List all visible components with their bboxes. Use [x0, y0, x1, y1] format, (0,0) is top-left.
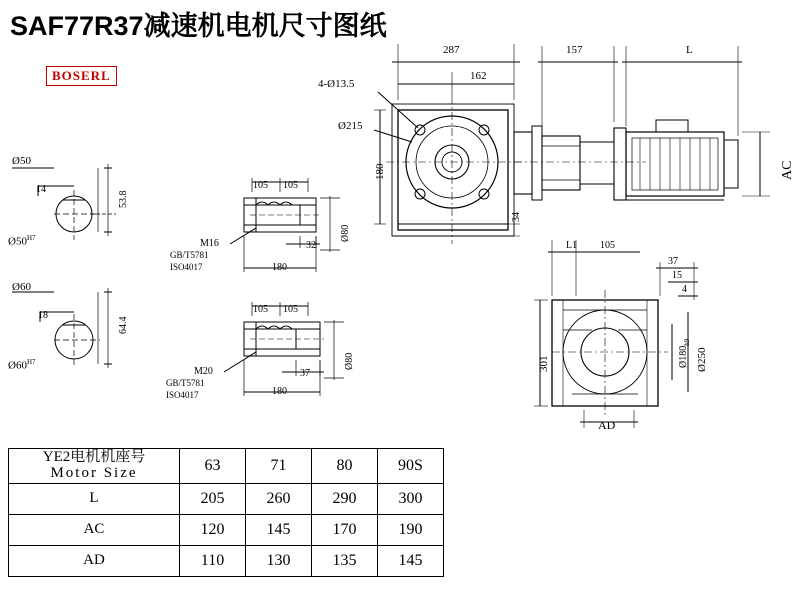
terminal-box	[656, 120, 688, 132]
dim-162: 162	[470, 70, 487, 82]
table-row	[9, 483, 444, 514]
dim-287: 287	[443, 44, 460, 56]
cell-AC-63: 120	[180, 514, 246, 545]
dim-d180: $Ø180_{h9}$	[678, 338, 691, 368]
dim-64-4: 64.4	[118, 316, 129, 334]
table-col-63: 63	[180, 449, 246, 484]
dim2-d80: Ø80	[344, 352, 355, 370]
cell-AC-80: 170	[312, 514, 378, 545]
cell-L-90s: 300	[378, 483, 444, 514]
dim2-37: 37	[300, 368, 310, 379]
std-iso-2: ISO4017	[166, 390, 199, 400]
cell-L-71: 260	[246, 483, 312, 514]
dim-AC: AC	[780, 160, 795, 180]
dim-301: 301	[538, 355, 550, 372]
cell-L-80: 290	[312, 483, 378, 514]
adaptor-housing	[542, 136, 580, 190]
dim-L: L	[686, 44, 693, 56]
std-gb-2: GB/T5781	[166, 378, 205, 388]
bolt-m20: M20	[194, 366, 213, 377]
table-row	[9, 545, 444, 576]
dim-157: 157	[566, 44, 583, 56]
dim-18: 18	[38, 310, 48, 321]
dim2-105a: 105	[253, 304, 268, 315]
header-line-en: Motor Size	[50, 464, 138, 481]
cell-AC-71: 145	[246, 514, 312, 545]
table-col-80: 80	[312, 449, 378, 484]
dim-hole-callout: 4-Ø13.5	[318, 78, 355, 90]
dim-180a: 180	[272, 262, 287, 273]
dim-L1: L1	[566, 240, 578, 251]
table-row	[9, 514, 444, 545]
gearbox-housing	[398, 110, 508, 230]
table-col-71: 71	[246, 449, 312, 484]
table-col-90s: 90S	[378, 449, 444, 484]
dim-d50h7: $Ø50^{H7}$	[8, 234, 36, 248]
dim-180-front: 180	[374, 163, 386, 180]
row-label-AC: AC	[9, 514, 180, 545]
row-label-AD: AD	[9, 545, 180, 576]
cell-AD-80: 135	[312, 545, 378, 576]
dim-d50: Ø50	[12, 155, 31, 167]
dim-53-8: 53.8	[118, 190, 129, 208]
dim-d80a: Ø80	[340, 224, 351, 242]
dim-4: 4	[682, 284, 687, 295]
dim-14: 14	[36, 184, 46, 195]
dim-105a: 105	[253, 180, 268, 191]
motor-body	[626, 132, 724, 196]
header-line-cn: YE2电机机座号	[42, 449, 146, 465]
dim-d60: Ø60	[12, 281, 31, 293]
table-header-row	[9, 449, 444, 484]
dim-34: 34	[511, 212, 522, 222]
dim-d60h7: $Ø60^{H7}$	[8, 358, 36, 372]
brand-logo: BOSERL	[46, 66, 117, 86]
bolt-m16: M16	[200, 238, 219, 249]
cell-AD-90s: 145	[378, 545, 444, 576]
dim-32: 32	[306, 240, 316, 251]
table-header-label	[9, 449, 180, 484]
dim-37-right: 37	[668, 256, 678, 267]
dim2-180: 180	[272, 386, 287, 397]
cell-AC-90s: 190	[378, 514, 444, 545]
dim-d250: Ø250	[696, 347, 708, 372]
motor-size-table	[8, 448, 444, 577]
dim-AD: AD	[598, 418, 616, 432]
dim-d215: Ø215	[338, 120, 363, 132]
dim-15: 15	[672, 270, 682, 281]
cell-L-63: 205	[180, 483, 246, 514]
cell-AD-71: 130	[246, 545, 312, 576]
cell-AD-63: 110	[180, 545, 246, 576]
std-gb-1: GB/T5781	[170, 250, 209, 260]
dim2-105b: 105	[283, 304, 298, 315]
dim-105-right: 105	[600, 240, 615, 251]
page-title: SAF77R37减速机电机尺寸图纸	[10, 11, 387, 41]
dim-105b: 105	[283, 180, 298, 191]
row-label-L: L	[9, 483, 180, 514]
std-iso-1: ISO4017	[170, 262, 203, 272]
